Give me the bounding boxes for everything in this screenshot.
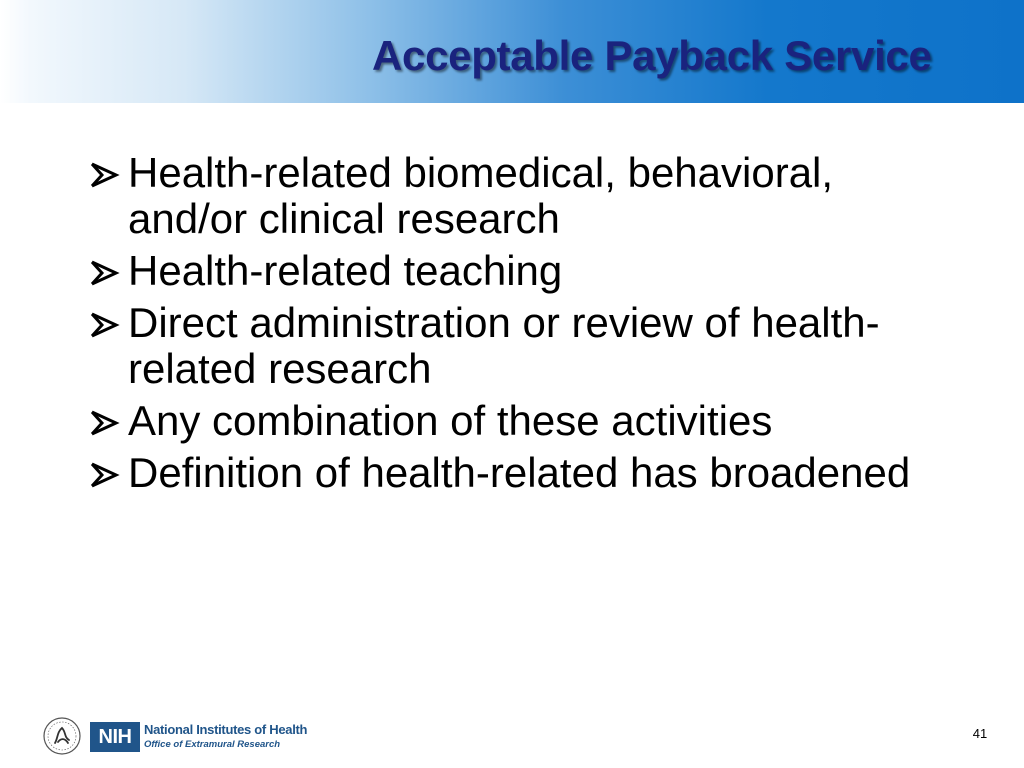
slide-title: Acceptable Payback Service	[372, 32, 932, 79]
hhs-seal-icon	[42, 716, 82, 756]
bullet-item	[88, 248, 948, 294]
arrow-bullet-icon	[88, 310, 122, 340]
page-number: 41	[972, 726, 988, 741]
bullet-text: Any combination of these activities	[128, 397, 773, 444]
bullet-item	[88, 150, 948, 242]
bullet-item	[88, 398, 948, 444]
arrow-bullet-icon	[88, 408, 122, 438]
nih-logo: NIH	[90, 722, 140, 752]
bullet-item	[88, 300, 948, 392]
arrow-bullet-icon	[88, 258, 122, 288]
bullet-text: Direct administration or review of health-related research	[128, 299, 880, 392]
footer-logos	[42, 714, 312, 760]
bullet-list	[88, 150, 948, 502]
arrow-bullet-icon	[88, 160, 122, 190]
bullet-text: Health-related biomedical, behavioral, and/or clinical research	[128, 149, 834, 242]
office-name: Office of Extramural Research	[144, 739, 281, 750]
bullet-text: Definition of health-related has broadened	[128, 449, 911, 496]
arrow-bullet-icon	[88, 460, 122, 490]
bullet-text: Health-related teaching	[128, 247, 563, 294]
org-name: National Institutes of Health	[144, 722, 308, 737]
bullet-item	[88, 450, 948, 496]
